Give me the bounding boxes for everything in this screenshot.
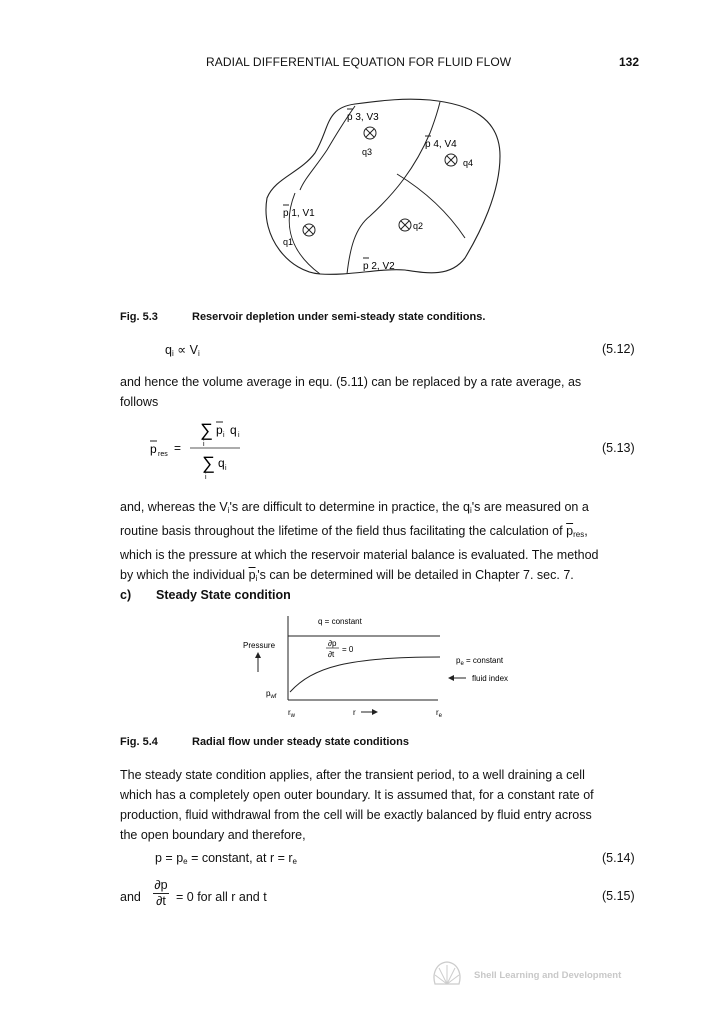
cell-2-q: q2 xyxy=(413,221,424,231)
fig53-label: Fig. 5.3 xyxy=(120,311,158,323)
svg-text:∑: ∑ xyxy=(200,420,213,440)
svg-text:i: i xyxy=(238,432,240,439)
cell-4-pv: p 4, V4 xyxy=(425,139,457,150)
cell-1-q: q1 xyxy=(283,237,294,247)
eq0-label: = 0 xyxy=(342,645,354,654)
fluid-index-label: fluid index xyxy=(472,674,509,683)
equation-5-15-fraction: ∂p ∂t xyxy=(154,878,168,908)
fluid-index-arrow-icon xyxy=(448,675,454,681)
svg-text:∑: ∑ xyxy=(202,453,215,473)
cell-3-q: q3 xyxy=(362,147,373,157)
section-letter: c) xyxy=(120,588,132,602)
reservoir-diagram xyxy=(255,98,515,288)
equation-5-12: $q_i \propto V_i$ xyxy=(165,343,200,358)
cell-4-q: q4 xyxy=(463,158,474,168)
pressure-curve xyxy=(290,657,440,692)
fig53-caption: Reservoir depletion under semi-steady state conditions. xyxy=(192,311,486,323)
dp-label: ∂p xyxy=(328,639,337,648)
eq-number-5-12: (5.12) xyxy=(602,342,635,356)
pe-constant-label: $p_e$ = constant xyxy=(456,656,504,667)
q-constant-label: q = constant xyxy=(318,617,362,626)
equation-5-14: $p = p_e$ = constant, at $r = r_e$ xyxy=(155,851,297,866)
eq-number-5-15: (5.15) xyxy=(602,889,635,903)
svg-text:i: i xyxy=(205,474,207,481)
cell-3-pv: p 3, V3 xyxy=(347,112,379,123)
svg-text:p: p xyxy=(216,423,223,437)
re-label: $r_e$ xyxy=(436,708,443,719)
page-number: 132 xyxy=(619,55,640,69)
svg-text:res: res xyxy=(158,451,168,458)
cell-divider-3 xyxy=(347,102,440,274)
r-arrow-icon xyxy=(372,709,378,715)
section-title: Steady State condition xyxy=(156,588,291,602)
paragraph-3: The steady state condition applies, after the transient period, to a well draining a cell which has a completely open outer boundary. It is assumed that, for a constant rate of production, fluid withdrawal from the cell will be exactly balanced by fluid entry across the open boundary and therefore, xyxy=(120,768,594,842)
cell-1-pv: p 1, V1 xyxy=(283,208,315,219)
paragraph-1: and hence the volume average in equ. (5.11) can be replaced by a rate average, as follows xyxy=(120,375,582,409)
equation-5-15-and: and xyxy=(120,890,141,904)
footer-branding xyxy=(432,958,637,993)
svg-text:i: i xyxy=(223,432,225,439)
equation-5-13 xyxy=(150,412,270,482)
fig54-caption: Radial flow under steady state conditions xyxy=(192,736,409,748)
eq-number-5-13: (5.13) xyxy=(602,441,635,455)
pwf-label: $p_{wf}$ xyxy=(266,689,277,700)
well-4-icon xyxy=(445,154,457,166)
equation-5-15-rest: = 0 for all r and t xyxy=(176,890,267,904)
svg-text:Shell Learning and Development: Shell Learning and Development xyxy=(474,970,622,981)
shell-logo-icon xyxy=(432,958,637,988)
well-1-icon xyxy=(303,224,315,236)
steady-state-plot xyxy=(238,612,528,724)
svg-text:i: i xyxy=(225,465,227,472)
svg-text:=: = xyxy=(174,441,182,455)
cell-2-pv: p 2, V2 xyxy=(363,261,395,272)
rw-label: $r_w$ xyxy=(288,708,296,719)
dt-label: ∂t xyxy=(328,650,335,659)
eq-number-5-14: (5.14) xyxy=(602,851,635,865)
well-2-icon xyxy=(399,219,411,231)
running-header: RADIAL DIFFERENTIAL EQUATION FOR FLUID FLOW xyxy=(206,55,512,69)
svg-text:i: i xyxy=(203,441,205,448)
paragraph-2: and, whereas the $V_i's$ are difficult to determine in practice, the $q_i's$ are measured on a routine basis throughout the lifetime of the field thus facilitating the calculation of $\overline{p}_{res}$, which is the pressure at which the reservoir material balance is evaluated. The method by which the individual $\overline{p}_i's$ can be determined will be detailed in Chapter 7. sec. 7. xyxy=(120,500,599,583)
svg-text:q: q xyxy=(230,423,237,437)
pressure-label: Pressure xyxy=(243,641,276,650)
fig54-label: Fig. 5.4 xyxy=(120,736,158,748)
svg-text:p: p xyxy=(150,442,157,456)
svg-text:q: q xyxy=(218,456,225,470)
r-label: r xyxy=(353,708,356,717)
well-3-icon xyxy=(364,127,376,139)
cell-divider-4 xyxy=(397,174,465,238)
pressure-arrow-icon xyxy=(255,652,261,658)
